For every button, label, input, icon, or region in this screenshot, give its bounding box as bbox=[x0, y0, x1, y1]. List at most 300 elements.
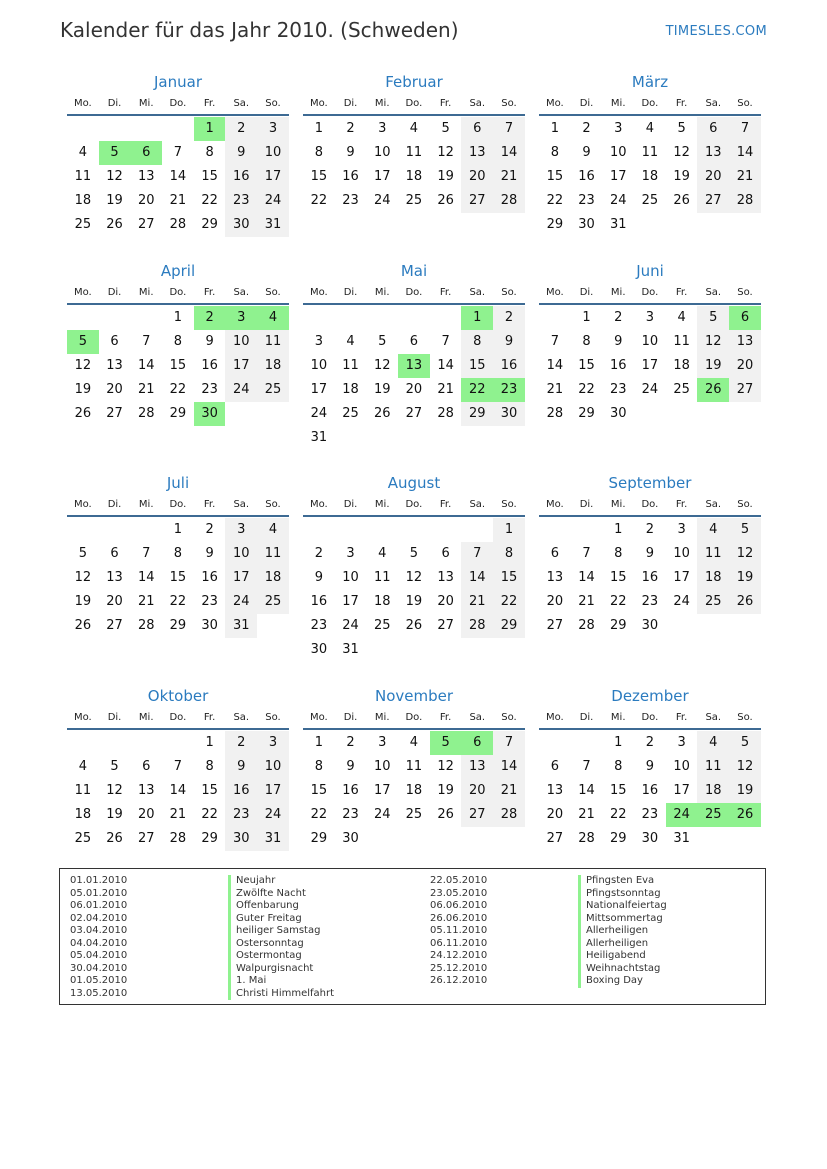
week-row bbox=[539, 542, 761, 566]
day-cell: 1 bbox=[614, 735, 623, 750]
weekday-label: Do. bbox=[169, 97, 187, 109]
weekday-header bbox=[303, 493, 525, 515]
empty-day-cell bbox=[571, 731, 603, 755]
day-cell: 9 bbox=[582, 145, 591, 160]
day-cell: 12 bbox=[729, 542, 761, 566]
day-cell: 28 bbox=[437, 406, 454, 421]
day-cell: 27 bbox=[461, 803, 493, 827]
day-cell: 6 bbox=[461, 731, 493, 755]
day-cell: 15 bbox=[493, 566, 525, 590]
day-cell: 21 bbox=[493, 779, 525, 803]
day-cell: 29 bbox=[546, 217, 564, 232]
week-row bbox=[303, 827, 525, 851]
day-cell: 12 bbox=[106, 783, 123, 798]
weekday-label: Fr. bbox=[675, 286, 688, 298]
day-cell: 18 bbox=[641, 169, 659, 184]
weekday-header bbox=[539, 706, 761, 728]
empty-day-cell bbox=[634, 213, 666, 237]
day-cell: 16 bbox=[493, 354, 525, 378]
site-logo-link[interactable]: TIMESLES.COM bbox=[665, 24, 767, 39]
weekday-label: Mo. bbox=[545, 498, 564, 510]
day-cell: 20 bbox=[106, 594, 123, 609]
day-cell: 17 bbox=[257, 165, 289, 189]
weekday-label: Fr. bbox=[203, 498, 216, 510]
weekday-label: Sa. bbox=[233, 286, 250, 298]
day-cell: 13 bbox=[546, 783, 564, 798]
day-cell: 8 bbox=[582, 334, 591, 349]
day-cell: 23 bbox=[201, 382, 218, 397]
day-cell: 13 bbox=[437, 570, 454, 585]
day-cell: 31 bbox=[257, 213, 289, 237]
day-cell: 13 bbox=[106, 358, 123, 373]
day-cell: 24 bbox=[310, 406, 328, 421]
header-rule bbox=[303, 114, 525, 116]
day-cell: 19 bbox=[405, 594, 423, 609]
day-cell: 27 bbox=[546, 831, 564, 846]
day-cell: 15 bbox=[169, 358, 187, 373]
day-cell: 19 bbox=[697, 354, 729, 378]
empty-day-cell bbox=[539, 306, 571, 330]
day-cell: 9 bbox=[225, 755, 257, 779]
holiday-name: Boxing Day bbox=[578, 975, 667, 988]
week-row bbox=[539, 566, 761, 590]
month-5 bbox=[303, 261, 525, 450]
day-cell: 13 bbox=[729, 330, 761, 354]
holiday-date: 06.06.2010 bbox=[430, 900, 488, 911]
week-row bbox=[303, 402, 525, 426]
day-cell: 12 bbox=[673, 145, 690, 160]
month-name: Dezember bbox=[611, 687, 689, 705]
day-cell: 20 bbox=[729, 354, 761, 378]
day-cell: 11 bbox=[74, 169, 92, 184]
day-cell: 15 bbox=[546, 169, 564, 184]
day-cell: 23 bbox=[225, 189, 257, 213]
week-row bbox=[303, 330, 525, 354]
day-cell: 18 bbox=[405, 169, 423, 184]
day-cell: 19 bbox=[106, 193, 123, 208]
weekday-label: So. bbox=[501, 498, 517, 510]
day-cell: 28 bbox=[546, 406, 564, 421]
day-cell: 24 bbox=[257, 803, 289, 827]
weekday-label: So. bbox=[501, 97, 517, 109]
day-cell: 4 bbox=[697, 518, 729, 542]
week-row bbox=[67, 117, 289, 141]
day-cell: 9 bbox=[225, 141, 257, 165]
weekday-label: Mo. bbox=[309, 711, 328, 723]
day-cell: 17 bbox=[641, 358, 659, 373]
day-cell: 15 bbox=[461, 354, 493, 378]
week-row bbox=[303, 354, 525, 378]
day-cell: 17 bbox=[373, 783, 391, 798]
week-row bbox=[303, 117, 525, 141]
week-row bbox=[67, 614, 289, 638]
day-cell: 27 bbox=[729, 378, 761, 402]
holiday-date: 13.05.2010 bbox=[70, 987, 128, 999]
empty-day-cell bbox=[130, 306, 162, 330]
weekday-header bbox=[539, 92, 761, 114]
empty-day-cell bbox=[257, 402, 289, 426]
holiday-date: 05.04.2010 bbox=[70, 950, 128, 961]
weekday-label: Mo. bbox=[545, 286, 564, 298]
weekday-label: Mi. bbox=[138, 498, 154, 510]
day-cell: 26 bbox=[405, 618, 423, 633]
day-cell: 23 bbox=[310, 618, 328, 633]
empty-day-cell bbox=[225, 402, 257, 426]
month-name: Mai bbox=[400, 262, 428, 280]
day-cell: 7 bbox=[493, 731, 525, 755]
week-row bbox=[67, 165, 289, 189]
day-cell: 2 bbox=[346, 121, 355, 136]
day-cell: 11 bbox=[405, 145, 423, 160]
day-cell: 19 bbox=[74, 594, 92, 609]
day-cell: 28 bbox=[137, 406, 155, 421]
day-cell: 13 bbox=[546, 570, 564, 585]
empty-day-cell bbox=[430, 827, 462, 851]
day-cell: 7 bbox=[582, 546, 591, 561]
holiday-date: 03.04.2010 bbox=[70, 925, 128, 936]
day-cell: 26 bbox=[697, 378, 729, 402]
weekday-label: Fr. bbox=[675, 711, 688, 723]
holiday-date: 24.12.2010 bbox=[430, 950, 488, 961]
day-cell: 4 bbox=[378, 546, 387, 561]
week-row bbox=[303, 426, 525, 450]
weekday-label: Sa. bbox=[469, 711, 486, 723]
day-cell: 26 bbox=[437, 807, 454, 822]
holiday-date: 01.01.2010 bbox=[70, 875, 128, 886]
day-cell: 29 bbox=[201, 831, 218, 846]
holiday-name: Guter Freitag bbox=[228, 913, 334, 926]
holiday-date: 26.06.2010 bbox=[430, 912, 488, 924]
holiday-date: 05.11.2010 bbox=[430, 925, 488, 936]
header-rule bbox=[67, 515, 289, 517]
day-cell: 12 bbox=[106, 169, 123, 184]
day-cell: 23 bbox=[225, 803, 257, 827]
day-cell: 19 bbox=[437, 783, 454, 798]
day-cell: 8 bbox=[461, 330, 493, 354]
holiday-name: Allerheiligen bbox=[578, 925, 667, 938]
day-cell: 25 bbox=[257, 590, 289, 614]
day-cell: 24 bbox=[666, 803, 698, 827]
day-cell: 16 bbox=[310, 594, 328, 609]
day-cell: 21 bbox=[578, 594, 595, 609]
day-cell: 11 bbox=[257, 542, 289, 566]
weekday-label: So. bbox=[265, 97, 281, 109]
day-cell: 2 bbox=[614, 310, 623, 325]
holiday-name: 1. Mai bbox=[228, 975, 334, 988]
empty-day-cell bbox=[398, 638, 430, 662]
weekday-label: Do. bbox=[641, 97, 659, 109]
day-cell: 18 bbox=[697, 779, 729, 803]
empty-day-cell bbox=[67, 117, 99, 141]
day-cell: 1 bbox=[493, 518, 525, 542]
day-cell: 7 bbox=[142, 334, 151, 349]
day-cell: 1 bbox=[550, 121, 559, 136]
day-cell: 6 bbox=[697, 117, 729, 141]
day-cell: 22 bbox=[310, 193, 328, 208]
day-cell: 21 bbox=[137, 382, 155, 397]
empty-day-cell bbox=[729, 827, 761, 851]
day-cell: 21 bbox=[137, 594, 155, 609]
month-name: Juli bbox=[166, 474, 190, 492]
week-row bbox=[303, 614, 525, 638]
week-row bbox=[67, 354, 289, 378]
day-cell: 11 bbox=[342, 358, 359, 373]
week-row bbox=[539, 518, 761, 542]
weekday-label: Sa. bbox=[705, 286, 722, 298]
day-cell: 13 bbox=[398, 354, 430, 378]
day-cell: 4 bbox=[257, 306, 289, 330]
day-cell: 20 bbox=[461, 165, 493, 189]
day-cell: 8 bbox=[314, 145, 323, 160]
holiday-name: Mittsommertag bbox=[578, 913, 667, 926]
day-cell: 15 bbox=[310, 783, 328, 798]
day-cell: 7 bbox=[550, 334, 559, 349]
day-cell: 30 bbox=[641, 618, 659, 633]
empty-day-cell bbox=[398, 306, 430, 330]
day-cell: 22 bbox=[310, 807, 328, 822]
holiday-date: 30.04.2010 bbox=[70, 962, 128, 974]
weekday-label: So. bbox=[501, 711, 517, 723]
weekday-label: Mo. bbox=[73, 711, 92, 723]
weekday-label: Di. bbox=[579, 286, 594, 298]
day-cell: 21 bbox=[169, 193, 187, 208]
weekday-header bbox=[539, 281, 761, 303]
day-cell: 8 bbox=[614, 546, 623, 561]
day-cell: 10 bbox=[673, 759, 690, 774]
day-cell: 11 bbox=[74, 783, 92, 798]
weekday-header bbox=[67, 92, 289, 114]
weekday-header bbox=[303, 281, 525, 303]
day-cell: 4 bbox=[78, 759, 87, 774]
day-cell: 26 bbox=[106, 217, 123, 232]
day-cell: 1 bbox=[461, 306, 493, 330]
holiday-name: Ostermontag bbox=[228, 950, 334, 963]
day-cell: 19 bbox=[74, 382, 92, 397]
day-cell: 27 bbox=[137, 831, 155, 846]
holiday-names bbox=[228, 875, 334, 1000]
week-row bbox=[539, 330, 761, 354]
day-cell: 15 bbox=[578, 358, 595, 373]
holiday-name: Ostersonntag bbox=[228, 938, 334, 951]
day-cell: 31 bbox=[257, 827, 289, 851]
day-cell: 20 bbox=[137, 193, 155, 208]
day-cell: 1 bbox=[194, 117, 226, 141]
empty-day-cell bbox=[430, 306, 462, 330]
day-cell: 29 bbox=[310, 831, 328, 846]
day-cell: 14 bbox=[729, 141, 761, 165]
week-row bbox=[67, 141, 289, 165]
day-cell: 2 bbox=[225, 731, 257, 755]
day-cell: 28 bbox=[169, 831, 187, 846]
weekday-label: Mi. bbox=[374, 498, 390, 510]
day-cell: 2 bbox=[582, 121, 591, 136]
day-cell: 14 bbox=[578, 783, 595, 798]
day-cell: 9 bbox=[614, 334, 623, 349]
day-cell: 17 bbox=[342, 594, 359, 609]
day-cell: 26 bbox=[106, 831, 123, 846]
empty-day-cell bbox=[130, 518, 162, 542]
day-cell: 24 bbox=[257, 189, 289, 213]
week-row bbox=[303, 566, 525, 590]
day-cell: 8 bbox=[314, 759, 323, 774]
day-cell: 28 bbox=[729, 189, 761, 213]
empty-day-cell bbox=[366, 638, 398, 662]
day-cell: 8 bbox=[205, 145, 214, 160]
weekday-label: Do. bbox=[641, 711, 659, 723]
day-cell: 7 bbox=[582, 759, 591, 774]
holiday-names bbox=[578, 875, 667, 988]
weekday-label: Sa. bbox=[705, 498, 722, 510]
weekday-header bbox=[303, 92, 525, 114]
week-row bbox=[539, 378, 761, 402]
day-cell: 1 bbox=[173, 522, 183, 537]
day-cell: 16 bbox=[201, 358, 218, 373]
day-cell: 22 bbox=[609, 594, 627, 609]
day-cell: 14 bbox=[437, 358, 454, 373]
day-cell: 29 bbox=[578, 406, 595, 421]
day-cell: 12 bbox=[729, 755, 761, 779]
month-6 bbox=[539, 261, 761, 426]
day-cell: 5 bbox=[697, 306, 729, 330]
holiday-date: 25.12.2010 bbox=[430, 962, 488, 974]
empty-day-cell bbox=[634, 402, 666, 426]
day-cell: 2 bbox=[346, 735, 355, 750]
holiday-name: Christi Himmelfahrt bbox=[228, 988, 334, 1001]
weekday-label: Fr. bbox=[439, 498, 452, 510]
month-3 bbox=[539, 72, 761, 237]
month-2 bbox=[303, 72, 525, 213]
day-cell: 11 bbox=[697, 542, 729, 566]
day-cell: 10 bbox=[373, 759, 391, 774]
day-cell: 6 bbox=[130, 141, 162, 165]
holiday-date: 06.01.2010 bbox=[70, 900, 128, 911]
empty-day-cell bbox=[697, 827, 729, 851]
weekday-label: Di. bbox=[107, 498, 122, 510]
day-cell: 12 bbox=[74, 570, 92, 585]
day-cell: 13 bbox=[106, 570, 123, 585]
day-cell: 8 bbox=[550, 145, 559, 160]
empty-day-cell bbox=[303, 306, 335, 330]
day-cell: 1 bbox=[314, 735, 323, 750]
weekday-label: Di. bbox=[579, 97, 594, 109]
empty-day-cell bbox=[539, 518, 571, 542]
day-cell: 5 bbox=[729, 518, 761, 542]
day-cell: 15 bbox=[169, 570, 187, 585]
day-cell: 5 bbox=[78, 546, 87, 561]
week-row bbox=[539, 117, 761, 141]
week-row bbox=[539, 165, 761, 189]
empty-day-cell bbox=[398, 426, 430, 450]
weekday-label: Fr. bbox=[439, 97, 452, 109]
month-name: April bbox=[160, 262, 196, 280]
holiday-date: 22.05.2010 bbox=[430, 875, 488, 886]
weekday-label: So. bbox=[737, 498, 753, 510]
day-cell: 10 bbox=[310, 358, 328, 373]
day-cell: 28 bbox=[493, 189, 525, 213]
empty-day-cell bbox=[398, 827, 430, 851]
month-10 bbox=[67, 686, 289, 851]
day-cell: 5 bbox=[441, 121, 450, 136]
day-cell: 29 bbox=[609, 831, 627, 846]
week-row bbox=[303, 803, 525, 827]
day-cell: 25 bbox=[697, 590, 729, 614]
day-cell: 23 bbox=[342, 807, 359, 822]
month-9 bbox=[539, 473, 761, 638]
day-cell: 14 bbox=[493, 755, 525, 779]
month-8 bbox=[303, 473, 525, 662]
day-cell: 31 bbox=[225, 614, 257, 638]
empty-day-cell bbox=[162, 117, 194, 141]
day-cell: 12 bbox=[405, 570, 423, 585]
day-cell: 15 bbox=[609, 783, 627, 798]
weekday-label: Di. bbox=[107, 286, 122, 298]
day-cell: 16 bbox=[342, 783, 359, 798]
day-cell: 27 bbox=[437, 618, 454, 633]
weekday-label: Do. bbox=[169, 711, 187, 723]
day-cell: 10 bbox=[641, 334, 659, 349]
week-row bbox=[67, 330, 289, 354]
day-cell: 11 bbox=[405, 759, 423, 774]
holiday-name: Nationalfeiertag bbox=[578, 900, 667, 913]
day-cell: 2 bbox=[205, 522, 214, 537]
empty-day-cell bbox=[99, 518, 131, 542]
weekday-label: Di. bbox=[579, 498, 594, 510]
day-cell: 23 bbox=[201, 594, 218, 609]
week-row bbox=[539, 779, 761, 803]
weekday-label: Fr. bbox=[203, 286, 216, 298]
day-cell: 5 bbox=[110, 759, 119, 774]
day-cell: 23 bbox=[641, 807, 659, 822]
day-cell: 27 bbox=[546, 618, 564, 633]
day-cell: 30 bbox=[342, 831, 359, 846]
day-cell: 9 bbox=[346, 145, 355, 160]
week-row bbox=[303, 165, 525, 189]
week-row bbox=[67, 827, 289, 851]
day-cell: 14 bbox=[137, 358, 155, 373]
day-cell: 1 bbox=[205, 735, 214, 750]
day-cell: 5 bbox=[430, 731, 462, 755]
day-cell: 6 bbox=[142, 759, 151, 774]
day-cell: 23 bbox=[578, 193, 595, 208]
day-cell: 28 bbox=[137, 618, 155, 633]
week-row bbox=[303, 378, 525, 402]
day-cell: 7 bbox=[173, 759, 183, 774]
day-cell: 31 bbox=[342, 642, 359, 657]
week-row bbox=[303, 731, 525, 755]
day-cell: 21 bbox=[729, 165, 761, 189]
day-cell: 12 bbox=[74, 358, 92, 373]
weekday-label: Fr. bbox=[439, 286, 452, 298]
weekday-label: Di. bbox=[107, 711, 122, 723]
holiday-name: Offenbarung bbox=[228, 900, 334, 913]
day-cell: 28 bbox=[169, 217, 187, 232]
day-cell: 26 bbox=[74, 406, 92, 421]
day-cell: 24 bbox=[225, 378, 257, 402]
day-cell: 17 bbox=[257, 779, 289, 803]
day-cell: 16 bbox=[641, 783, 659, 798]
day-cell: 27 bbox=[106, 406, 123, 421]
weekday-label: Mi. bbox=[138, 711, 154, 723]
holiday-name: Pfingsten Eva bbox=[578, 875, 667, 888]
day-cell: 15 bbox=[201, 783, 218, 798]
day-cell: 21 bbox=[493, 165, 525, 189]
day-cell: 3 bbox=[346, 546, 355, 561]
day-cell: 26 bbox=[373, 406, 391, 421]
day-cell: 24 bbox=[342, 618, 359, 633]
day-cell: 19 bbox=[437, 169, 454, 184]
day-cell: 3 bbox=[225, 306, 257, 330]
day-cell: 9 bbox=[346, 759, 355, 774]
